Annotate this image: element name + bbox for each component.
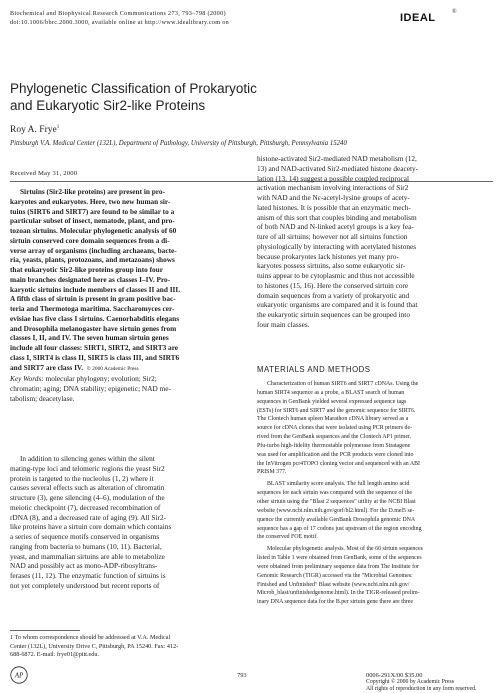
- keywords-label: Key Words:: [10, 374, 44, 384]
- abstract-line: tozoan sirtuins. Molecular phylogenetic analysis of 60: [10, 226, 177, 235]
- methods-line: inary DNA sequence data for the B.per sirtuin gene there are three: [257, 599, 414, 606]
- methods-text: [257, 380, 493, 607]
- affiliation: Pittsburgh V.A. Medical Center (132L), Department of Pathology, University of Pittsburgh, Pittsburgh, Pennsylvania 15240: [10, 140, 347, 147]
- abstract-line: karyotic sirtuins include members of classes II and III.: [10, 284, 181, 294]
- ideal-logo-text: IDEAL: [400, 12, 436, 24]
- methods-line: rived from the GenBank sequences and the Clontech AP1 primer.: [257, 434, 412, 441]
- abstract-line: particular subset of insect, nematode, plant, and pro-: [10, 216, 175, 226]
- abstract-line-end: and SIRT7 are class IV.: [10, 362, 84, 372]
- keywords-text: molecular phylogeny; evolution; Sir2;: [45, 374, 157, 384]
- methods-line: Microb_blast/unfinishedgenome.html). In the TIGR-released prelim-: [257, 590, 420, 597]
- intro-cont-line: tuins appear to be cytoplasmic and thus not accessible: [257, 271, 415, 280]
- registered-mark: ®: [452, 9, 457, 15]
- abstract-line: and Drosophila melanogaster have sirtuin genes from: [10, 323, 177, 333]
- intro-line: a series of sequence motifs conserved in organisms: [10, 532, 160, 541]
- intro-line: NAD and possibly act as mono-ADP-ribosyltrans-: [10, 561, 158, 571]
- price-and-copyright: [366, 672, 496, 693]
- abstract-line: classes I, II, and IV. The seven human sirtuin genes: [10, 333, 169, 343]
- intro-line: protein is targeted to the nucleolus (1, 2) where it: [10, 473, 154, 483]
- rights-line: All rights of reproduction in any form reserved.: [366, 686, 477, 692]
- methods-line: was used for amplification and the PCR products were cloned into: [257, 451, 414, 458]
- author-name: Roy A. Frye: [10, 125, 57, 136]
- intro-line: mating-type loci and telomeric regions the yeast Sir2: [10, 463, 165, 473]
- intro-cont-line: 13) and NAD-activated Sir2-mediated histone deacety-: [257, 163, 419, 173]
- abstract: [10, 187, 245, 404]
- ap-logo-text: AP: [14, 671, 24, 680]
- intro-cont-line: eukaryotic organisms are compared and it is found that: [257, 300, 418, 310]
- ideal-logo[interactable]: [400, 9, 476, 25]
- intro-cont-line: of both NAD and N-linked acetyl groups is a key fea-: [257, 222, 414, 232]
- methods-line: other sirtuin using the "Blast 2 sequences" utility at the NCBI Blast: [257, 498, 416, 505]
- intro-cont-line: with NAD and the Nε-acetyl-lysine groups of acety-: [257, 193, 410, 202]
- title-line-1: Phylogenetic Classification of Prokaryotic: [10, 81, 257, 96]
- footnote: [10, 634, 245, 660]
- intro-cont-line: activation mechanism involving interactions of Sir2: [257, 183, 409, 193]
- academic-press-logo: [10, 666, 28, 684]
- intro-cont-line: histone-activated Sir2-mediated NAD metabolism (12,: [257, 154, 417, 163]
- abstract-line: tuins (SIRT6 and SIRT7) are found to be similar to a: [10, 206, 175, 216]
- methods-line: Finished and Unfinished" Blast website (www.ncbi.nlm.nih.gov/: [257, 581, 410, 588]
- doi-line: doi:10.1006/bbrc.2000.3000, available online at http://www.idealibrary.com on: [10, 19, 230, 26]
- abstract-line: evisiae has five class I sirtuins. Caenorhabditis elegans: [10, 313, 180, 323]
- intro-line: like proteins have a sirtuin core domain which contains: [10, 522, 172, 532]
- copyright-inline: © 2000 Academic Press: [86, 365, 139, 372]
- copyright-line: Copyright © 2000 by Academic Press: [366, 679, 454, 685]
- methods-line: Pfu-turbo high-fidelity thermostable polymerase from Stratagene: [257, 442, 411, 449]
- methods-line: listed in Table 1 were obtained from GenBank, some of the sequences: [257, 555, 422, 562]
- methods-line: were obtained from preliminary sequence data from The Institute for: [257, 563, 419, 570]
- footnote-line: 1 To whom correspondence should be addressed at V.A. Medical: [10, 634, 171, 641]
- intro-cont-line: lated histones. It is possible that an enzymatic mech-: [257, 202, 411, 212]
- intro-cont-line: lation (13, 14) suggest a possible coupled reciprocal: [257, 173, 409, 183]
- methods-line: (ESTs) for SIRT6 and SIRT7 and the genomic sequence for SIRT6.: [257, 407, 416, 414]
- abstract-line: include all four classes: SIRT1, SIRT2, and SIRT3 are: [10, 343, 179, 352]
- intro-line: In addition to silencing genes within the silent: [20, 454, 155, 463]
- abstract-line: [10, 363, 245, 375]
- methods-line: sequence has a gap of 17 codons just upstream of the region encoding: [257, 525, 422, 532]
- methods-line: Characterization of human SIRT6 and SIRT7 cDNAs. Using the: [267, 381, 419, 387]
- author: [10, 125, 59, 135]
- price-line: 0006-291X/00 $35.00: [366, 672, 423, 679]
- intro-cont-line: physiologically by interacting with acetylated histones: [257, 241, 417, 251]
- methods-line: The Clontech human spleen Marathon cDNA library served as a: [257, 416, 409, 423]
- abstract-line: teria and Thermotoga maritima. Saccharomyces cer-: [10, 304, 175, 313]
- abstract-line: class I, SIRT4 is class II, SIRT5 is class III, and SIRT6: [10, 352, 180, 362]
- methods-line: sequences for each sirtuin was compared with the sequence of the: [257, 490, 413, 497]
- intro-cont-line: ture of all sirtuins; however not all sirtuins function: [257, 232, 408, 241]
- footnote-line: 688-6872. E-mail: frye01@pitt.edu.: [10, 651, 100, 658]
- intro-line: causes several effects such as alteration of chromatin: [10, 483, 165, 493]
- keywords-line: [10, 374, 245, 384]
- paper-title: [10, 80, 480, 114]
- intro-cont-line: to histones (15, 16). Here the conserved sirtuin core: [257, 280, 409, 290]
- methods-line: source for cDNA clones that were isolated using PCR primers de-: [257, 425, 413, 432]
- intro-line: ranging from bacteria to humans (10, 11). Bacterial,: [10, 541, 162, 551]
- intro-line: yeast, and mammalian sirtuins are able to metabolize: [10, 551, 165, 561]
- abstract-line: that eukaryotic Sir2-like proteins group into four: [10, 265, 163, 274]
- intro-cont-line: because prokaryotes lack histones yet many pro-: [257, 251, 399, 261]
- section-heading-methods: MATERIALS AND METHODS: [257, 365, 371, 374]
- intro-line: structure (3), gene silencing (4–6), modulation of the: [10, 493, 165, 502]
- methods-line: the conserved FOE motif.: [257, 534, 318, 541]
- abstract-line: ria, yeasts, plants, protozoans, and metazoans) shows: [10, 255, 175, 265]
- intro-line: not yet completely understood but recent reports of: [10, 580, 160, 590]
- intro-line: ferases (11, 12). The enzymatic function of sirtuins is: [10, 571, 166, 580]
- intro-cont-line: karyotes possess sirtuins, also some eukaryotic sir-: [257, 261, 406, 271]
- page-number: 793: [237, 672, 247, 679]
- received-date: Received May 31, 2000: [10, 170, 78, 177]
- abstract-line: A fifth class of sirtuin is present in gram positive bac-: [10, 294, 176, 304]
- methods-line: Molecular phylogenetic analysis. Most of the 60 sirtuin sequences: [267, 546, 423, 553]
- methods-line: BLAST similarity score analysis. The full length amino acid: [267, 481, 410, 488]
- methods-line: PRISM 377.: [257, 469, 287, 476]
- methods-line: the InVitrogen pcr4TOPO cloning vector and sequenced with an ABI: [257, 460, 420, 467]
- abstract-line: verse array of organisms (including archaeans, bacte-: [10, 245, 177, 255]
- intro-line: rDNA (8), and a decreased rate of aging (9). All Sir2-: [10, 512, 167, 522]
- methods-line: quence the currently available GenBank Drosophila genomic DNA: [257, 516, 416, 523]
- methods-line: Genomic Research (TIGR) accessed via the "Microbial Genomes:: [257, 572, 413, 579]
- intro-line: meiotic checkpoint (7), decreased recombination of: [10, 502, 161, 512]
- footnote-line: Center (132L), University Drive C, Pittsburgh, PA 15240. Fax: 412-: [10, 642, 179, 650]
- title-line-2: and Eukaryotic Sir2-like Proteins: [10, 98, 206, 113]
- methods-line: website (www.ncbi.nlm.nih.gov/gorf/bl2.html). For the D.mel5 se-: [257, 507, 415, 514]
- intro-cont-line: domain sequences from a variety of prokaryotic and: [257, 290, 410, 300]
- journal-citation: Biochemical and Biophysical Research Communications 273, 793–798 (2000): [10, 10, 226, 17]
- footnote-rule: [10, 630, 80, 631]
- introduction: [10, 454, 245, 591]
- methods-line: sequences in GenBank yielded several expressed sequence tags: [257, 398, 407, 405]
- intro-cont-line: the eukaryotic sirtuin sequences can be grouped into: [257, 310, 410, 319]
- keywords-line: chromatin; aging; DNA stability; epigenetic; NAD me-: [10, 384, 171, 393]
- abstract-line: Sirtuins (Sir2-like proteins) are present in pro-: [20, 187, 165, 196]
- abstract-line: main branches designated here as classes I–IV. Pro-: [10, 274, 171, 284]
- keywords-line: tabolism; deacetylase.: [10, 393, 75, 403]
- methods-line: human SIRT4 sequence as a probe, a BLAST search of human: [257, 389, 405, 396]
- author-footnote-mark: 1: [56, 125, 60, 130]
- introduction-continued: [257, 154, 493, 330]
- abstract-line: karyotes and eukaryotes. Here, two new human sir-: [10, 196, 171, 206]
- intro-cont-line: four main classes.: [257, 319, 310, 329]
- intro-cont-line: anism of this sort that couples binding and metabolism: [257, 212, 417, 222]
- journal-header: [10, 9, 229, 27]
- abstract-line: sirtuin conserved core domain sequences from a di-: [10, 235, 170, 245]
